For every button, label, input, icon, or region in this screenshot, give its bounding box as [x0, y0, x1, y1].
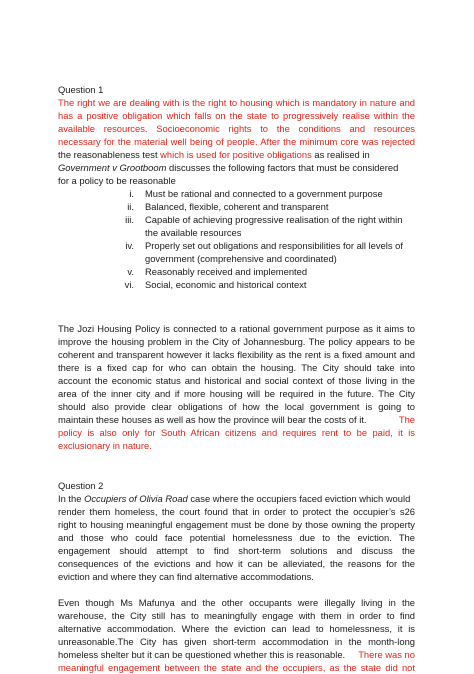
factor-3-text-1: Capable of achieving progressive realisation of the right within [145, 214, 403, 225]
q2-para2-line-4: unreasonable.The City has given short-term accommodation in the month-long [58, 636, 415, 647]
factor-4-text-2: government (comprehensive and coordinated) [145, 253, 337, 264]
q2-para2-line-3: alternative accommodation. Where the eviction can lead to homelessness, it is [58, 623, 415, 634]
q1-line5-black: the reasonableness test [58, 149, 161, 160]
q1-para2-line-6: area of the inner city and if more housing will be required in the future. The City [58, 388, 415, 399]
q1-para2-line-4: there is a fixed cap for who can obtain the housing. The City should take into [58, 362, 415, 373]
factor-1-number: i. [129, 188, 134, 199]
factor-5-text: Reasonably received and implemented [145, 266, 308, 277]
q1-line-6 [58, 161, 398, 174]
q1-para2-line-7: should also provide clear obligations of how the local government is going to [58, 401, 415, 412]
question-2-heading: Question 2 [58, 480, 104, 491]
q1-para2-line8-black: maintain these houses as well as how the province will bear the costs of it. [58, 414, 367, 425]
factor-4-text-1: Properly set out obligations and responsibilities for all levels of [145, 240, 403, 251]
q1-line6-rest: discusses the following factors that must be considered [166, 162, 399, 173]
q1-para2-line-1: The Jozi Housing Policy is connected to a rational government purpose as it aims to [58, 323, 415, 334]
q2-para1-line-6: eviction and where they can find alternative accommodations. [58, 571, 314, 582]
question-1-heading: Question 1 [58, 84, 104, 95]
q2-para2-line-1: Even though Ms Mafunya and the other occupants were illegally living in the [58, 597, 415, 608]
factor-3-number: iii. [125, 214, 134, 225]
q2-para1-line-5: consequences of the evictions and how it can be alleviated, the reasons for the [58, 558, 415, 569]
q2-line1-a: In the [58, 493, 85, 504]
factor-2-text: Balanced, flexible, coherent and transparent [145, 201, 329, 212]
q1-red-line-4: necessary for the material well being of people. After the minimum core was rejected [58, 136, 415, 147]
factor-2-number: ii. [127, 201, 134, 212]
q1-red-line-3: available resources. Socioeconomic rights to the conditions and resources [58, 123, 415, 134]
q1-para2-line-5: account the economic status and historical and social context of those living in the [58, 375, 415, 386]
q2-line-1 [58, 492, 415, 505]
q1-case-name: Government v Grootboom [58, 162, 167, 173]
q2-para2-red-line: meaningful engagement between the state and the occupiers, as the state did not [58, 662, 415, 673]
q1-para2-red-line-1: policy is also only for South African citizens and requires rent to be paid, it is [58, 427, 415, 438]
q1-para2-line-2: improve the housing problem in the City of Johannesburg. The policy appears to be [58, 336, 415, 347]
q1-para2-line-8 [58, 413, 415, 426]
q2-line1-b: case where the occupiers faced eviction which would [187, 493, 411, 504]
q2-para2-line5-red: There was no [358, 649, 415, 660]
q2-para1-line-4: engagement should attempt to find short-term solutions and discuss the [58, 545, 415, 556]
q1-red-line-2: has a positive obligation which falls on the state to progressively realise within the [58, 110, 415, 121]
q1-line-7: for a policy to be reasonable [58, 175, 176, 186]
q2-para2-line5-black: homeless shelter but it can be questioned whether this is reasonable. [58, 649, 346, 660]
factor-6-number: vi. [124, 279, 134, 290]
q2-case-name: Occupiers of Olivia Road [84, 493, 188, 504]
factor-1-text: Must be rational and connected to a government purpose [145, 188, 383, 199]
q1-para2-red-line-2: exclusionary in nature. [58, 440, 152, 451]
q1-para2-line-3: coherent and transparent however it lacks flexibility as the rent is a fixed amount and [58, 349, 415, 360]
q1-red-line-1: The right we are dealing with is the right to housing which is mandatory in nature and [58, 97, 415, 108]
factor-4-number: iv. [125, 240, 134, 251]
q2-para1-line-1: render them homeless, the court found that in order to protect the occupier’s s26 [58, 506, 415, 517]
factor-5-number: v. [127, 266, 134, 277]
factor-3-text-2: the available resources [145, 227, 242, 238]
q1-line5-black2: as realised in [311, 149, 370, 160]
q2-para2-line-5 [58, 648, 415, 661]
q1-line5-red: which is used for positive obligations [160, 149, 312, 160]
q1-line-5 [58, 148, 415, 161]
q2-para1-line-2: right to housing meaningful engagement must be done by those owning the property [58, 519, 415, 530]
q1-para2-red-start: The [398, 414, 415, 425]
q2-para1-line-3: and those who could face potential homelessness due to the eviction. The [58, 532, 415, 543]
factor-6-text: Social, economic and historical context [145, 279, 307, 290]
q2-para2-line-2: warehouse, the City still has to meaningfully engage with them in order to find [58, 610, 415, 621]
